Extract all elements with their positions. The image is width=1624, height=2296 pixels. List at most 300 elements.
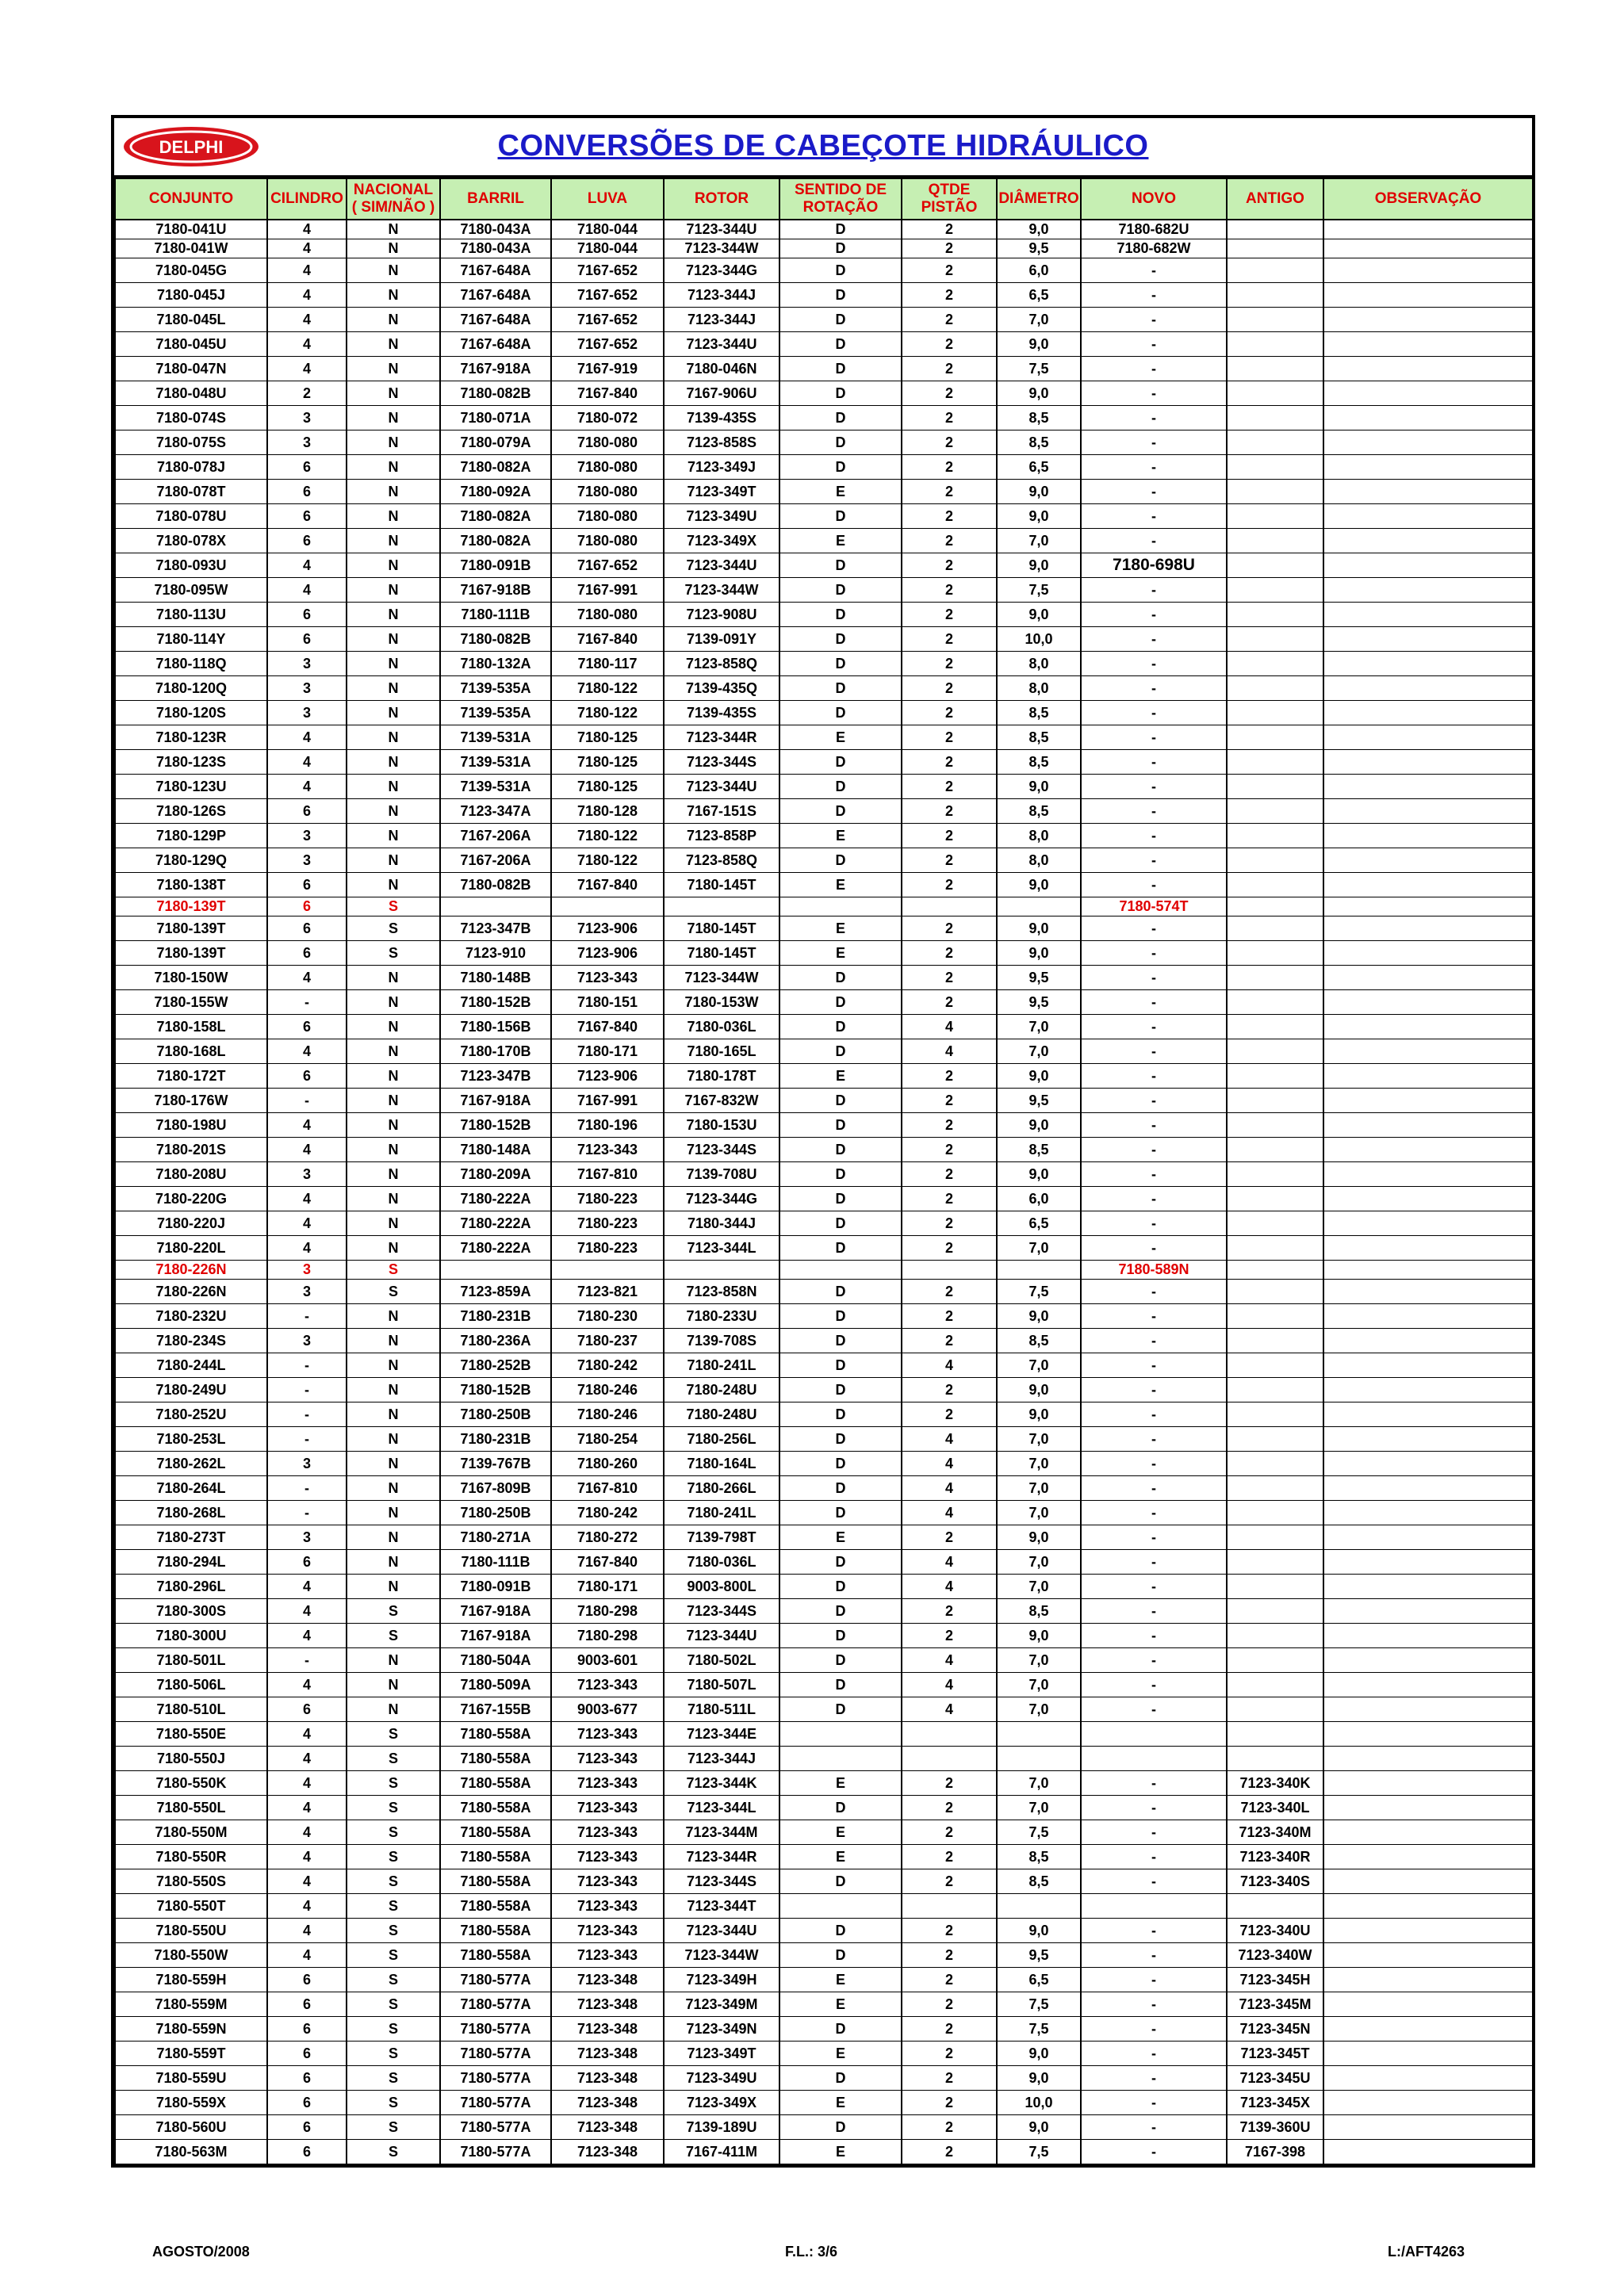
cell-observacao bbox=[1323, 701, 1533, 725]
cell-barril: 7180-156B bbox=[440, 1015, 551, 1039]
cell-luva: 7180-122 bbox=[551, 824, 664, 848]
cell-observacao bbox=[1323, 578, 1533, 603]
cell-sentido: D bbox=[779, 553, 902, 578]
cell-cilindro: 6 bbox=[267, 916, 347, 941]
cell-luva: 7167-840 bbox=[551, 381, 664, 406]
cell-observacao bbox=[1323, 1329, 1533, 1353]
cell-barril: 7180-577A bbox=[440, 2115, 551, 2140]
cell-diametro: 8,5 bbox=[997, 430, 1081, 455]
cell-qtde: 2 bbox=[902, 1796, 997, 1820]
cell-antigo bbox=[1227, 1211, 1323, 1236]
cell-nacional: N bbox=[347, 1525, 440, 1550]
cell-rotor: 9003-800L bbox=[664, 1575, 779, 1599]
cell-qtde: 2 bbox=[902, 1187, 997, 1211]
cell-nacional: N bbox=[347, 308, 440, 332]
cell-diametro: 10,0 bbox=[997, 627, 1081, 652]
cell-conjunto: 7180-201S bbox=[115, 1138, 267, 1162]
cell-diametro: 9,0 bbox=[997, 1113, 1081, 1138]
cell-diametro: 9,5 bbox=[997, 239, 1081, 258]
cell-sentido: D bbox=[779, 1550, 902, 1575]
cell-observacao bbox=[1323, 1747, 1533, 1771]
cell-conjunto: 7180-559H bbox=[115, 1968, 267, 1992]
cell-nacional: N bbox=[347, 357, 440, 381]
cell-cilindro: - bbox=[267, 1304, 347, 1329]
cell-rotor: 7123-908U bbox=[664, 603, 779, 627]
cell-rotor: 7180-241L bbox=[664, 1501, 779, 1525]
cell-antigo bbox=[1227, 848, 1323, 873]
cell-barril: 7139-531A bbox=[440, 750, 551, 775]
cell-novo: 7180-574T bbox=[1081, 897, 1227, 916]
cell-luva: 7180-171 bbox=[551, 1039, 664, 1064]
cell-observacao bbox=[1323, 1187, 1533, 1211]
cell-rotor: 7180-036L bbox=[664, 1015, 779, 1039]
cell-diametro: 7,0 bbox=[997, 1501, 1081, 1525]
cell-observacao bbox=[1323, 1525, 1533, 1550]
cell-cilindro: 6 bbox=[267, 2017, 347, 2042]
cell-luva: 7167-652 bbox=[551, 332, 664, 357]
cell-observacao bbox=[1323, 1575, 1533, 1599]
cell-antigo bbox=[1227, 258, 1323, 283]
cell-novo: - bbox=[1081, 1476, 1227, 1501]
cell-diametro: 9,0 bbox=[997, 775, 1081, 799]
cell-antigo bbox=[1227, 1353, 1323, 1378]
table-row bbox=[115, 1187, 1533, 1211]
cell-conjunto: 7180-252U bbox=[115, 1402, 267, 1427]
cell-antigo bbox=[1227, 430, 1323, 455]
cell-observacao bbox=[1323, 1452, 1533, 1476]
cell-rotor: 7123-344U bbox=[664, 553, 779, 578]
cell-rotor: 7123-349U bbox=[664, 2066, 779, 2091]
cell-antigo bbox=[1227, 1697, 1323, 1722]
cell-rotor: 7123-344W bbox=[664, 578, 779, 603]
cell-qtde: 2 bbox=[902, 258, 997, 283]
cell-cilindro: 4 bbox=[267, 750, 347, 775]
cell-novo: - bbox=[1081, 2042, 1227, 2066]
cell-luva: 7123-348 bbox=[551, 2066, 664, 2091]
cell-barril: 7139-767B bbox=[440, 1452, 551, 1476]
cell-antigo bbox=[1227, 603, 1323, 627]
cell-cilindro: 4 bbox=[267, 1820, 347, 1845]
cell-cilindro: 4 bbox=[267, 1236, 347, 1261]
cell-rotor: 7180-145T bbox=[664, 873, 779, 897]
cell-nacional: S bbox=[347, 941, 440, 966]
cell-barril: 7167-918A bbox=[440, 1599, 551, 1624]
cell-qtde: 2 bbox=[902, 1113, 997, 1138]
cell-observacao bbox=[1323, 2091, 1533, 2115]
cell-luva bbox=[551, 1261, 664, 1280]
cell-conjunto: 7180-550J bbox=[115, 1747, 267, 1771]
cell-qtde: 4 bbox=[902, 1575, 997, 1599]
cell-antigo: 7123-340M bbox=[1227, 1820, 1323, 1845]
cell-diametro: 9,0 bbox=[997, 504, 1081, 529]
cell-qtde: 2 bbox=[902, 430, 997, 455]
cell-sentido: D bbox=[779, 504, 902, 529]
cell-luva bbox=[551, 897, 664, 916]
cell-rotor: 7123-344K bbox=[664, 1771, 779, 1796]
cell-antigo bbox=[1227, 750, 1323, 775]
cell-cilindro: 6 bbox=[267, 1992, 347, 2017]
cell-rotor: 7139-435S bbox=[664, 701, 779, 725]
cell-nacional: N bbox=[347, 1162, 440, 1187]
cell-cilindro: 3 bbox=[267, 676, 347, 701]
cell-sentido: E bbox=[779, 916, 902, 941]
cell-diametro: 7,0 bbox=[997, 1039, 1081, 1064]
cell-antigo bbox=[1227, 916, 1323, 941]
cell-sentido: D bbox=[779, 627, 902, 652]
cell-luva: 7180-298 bbox=[551, 1624, 664, 1648]
cell-antigo bbox=[1227, 381, 1323, 406]
cell-barril: 7180-558A bbox=[440, 1747, 551, 1771]
cell-rotor: 7180-145T bbox=[664, 941, 779, 966]
cell-cilindro: 6 bbox=[267, 627, 347, 652]
cell-barril: 7123-347A bbox=[440, 799, 551, 824]
cell-conjunto: 7180-139T bbox=[115, 941, 267, 966]
cell-luva: 7123-343 bbox=[551, 1673, 664, 1697]
cell-rotor: 7180-178T bbox=[664, 1064, 779, 1089]
cell-qtde bbox=[902, 1747, 997, 1771]
cell-observacao bbox=[1323, 480, 1533, 504]
cell-conjunto: 7180-550M bbox=[115, 1820, 267, 1845]
table-row bbox=[115, 239, 1533, 258]
cell-qtde bbox=[902, 1722, 997, 1747]
cell-luva: 7123-348 bbox=[551, 2115, 664, 2140]
cell-rotor: 7123-344S bbox=[664, 1138, 779, 1162]
cell-diametro: 9,0 bbox=[997, 1919, 1081, 1943]
cell-antigo: 7123-340U bbox=[1227, 1919, 1323, 1943]
cell-luva: 7180-122 bbox=[551, 848, 664, 873]
cell-observacao bbox=[1323, 1992, 1533, 2017]
cell-novo: - bbox=[1081, 1575, 1227, 1599]
cell-antigo bbox=[1227, 775, 1323, 799]
cell-observacao bbox=[1323, 1919, 1533, 1943]
cell-luva: 7180-242 bbox=[551, 1501, 664, 1525]
table-row bbox=[115, 332, 1533, 357]
cell-qtde: 2 bbox=[902, 1329, 997, 1353]
cell-observacao bbox=[1323, 897, 1533, 916]
cell-conjunto: 7180-045L bbox=[115, 308, 267, 332]
cell-novo: - bbox=[1081, 1648, 1227, 1673]
cell-antigo bbox=[1227, 283, 1323, 308]
cell-conjunto: 7180-550L bbox=[115, 1796, 267, 1820]
cell-sentido: D bbox=[779, 1039, 902, 1064]
cell-luva: 7180-125 bbox=[551, 725, 664, 750]
cell-antigo: 7123-345N bbox=[1227, 2017, 1323, 2042]
cell-diametro: 8,5 bbox=[997, 1599, 1081, 1624]
cell-novo: - bbox=[1081, 941, 1227, 966]
cell-diametro: 9,0 bbox=[997, 1624, 1081, 1648]
cell-novo: - bbox=[1081, 799, 1227, 824]
cell-rotor: 7180-036L bbox=[664, 1550, 779, 1575]
cell-sentido: D bbox=[779, 430, 902, 455]
cell-antigo bbox=[1227, 701, 1323, 725]
cell-conjunto: 7180-296L bbox=[115, 1575, 267, 1599]
cell-barril: 7180-509A bbox=[440, 1673, 551, 1697]
cell-sentido: D bbox=[779, 676, 902, 701]
cell-cilindro: 6 bbox=[267, 2115, 347, 2140]
cell-observacao bbox=[1323, 2017, 1533, 2042]
cell-qtde: 2 bbox=[902, 1064, 997, 1089]
cell-sentido: E bbox=[779, 1968, 902, 1992]
cell-qtde: 2 bbox=[902, 578, 997, 603]
cell-sentido: D bbox=[779, 1113, 902, 1138]
cell-luva: 7180-237 bbox=[551, 1329, 664, 1353]
cell-sentido: E bbox=[779, 1820, 902, 1845]
cell-cilindro: 3 bbox=[267, 406, 347, 430]
cell-nacional: N bbox=[347, 990, 440, 1015]
column-header-luva: LUVA bbox=[551, 178, 664, 220]
page-title: CONVERSÕES DE CABEÇOTE HIDRÁULICO bbox=[497, 129, 1149, 163]
cell-diametro: 9,0 bbox=[997, 553, 1081, 578]
cell-conjunto: 7180-560U bbox=[115, 2115, 267, 2140]
cell-rotor: 7123-349X bbox=[664, 529, 779, 553]
cell-qtde: 2 bbox=[902, 381, 997, 406]
column-header-observacao: OBSERVAÇÃO bbox=[1323, 178, 1533, 220]
title-bar bbox=[114, 118, 1532, 178]
cell-cilindro: 6 bbox=[267, 941, 347, 966]
cell-rotor: 7180-145T bbox=[664, 916, 779, 941]
cell-conjunto: 7180-113U bbox=[115, 603, 267, 627]
cell-sentido: D bbox=[779, 2115, 902, 2140]
table-row bbox=[115, 529, 1533, 553]
column-header-sentido: SENTIDO DE ROTAÇÃO bbox=[779, 178, 902, 220]
cell-cilindro: 3 bbox=[267, 1452, 347, 1476]
cell-antigo bbox=[1227, 1747, 1323, 1771]
table-row bbox=[115, 848, 1533, 873]
cell-qtde: 2 bbox=[902, 775, 997, 799]
cell-diametro: 6,5 bbox=[997, 283, 1081, 308]
cell-luva: 7167-840 bbox=[551, 1015, 664, 1039]
cell-cilindro: 6 bbox=[267, 2140, 347, 2164]
cell-luva: 7167-810 bbox=[551, 1162, 664, 1187]
cell-cilindro: 4 bbox=[267, 775, 347, 799]
cell-rotor: 7123-344U bbox=[664, 1624, 779, 1648]
cell-antigo: 7139-360U bbox=[1227, 2115, 1323, 2140]
cell-cilindro: 6 bbox=[267, 799, 347, 824]
cell-rotor: 7180-344J bbox=[664, 1211, 779, 1236]
cell-cilindro: 6 bbox=[267, 504, 347, 529]
cell-diametro bbox=[997, 1261, 1081, 1280]
cell-observacao bbox=[1323, 381, 1533, 406]
cell-luva: 7180-223 bbox=[551, 1187, 664, 1211]
cell-sentido: D bbox=[779, 332, 902, 357]
cell-novo: - bbox=[1081, 1427, 1227, 1452]
cell-cilindro: 3 bbox=[267, 848, 347, 873]
cell-qtde: 4 bbox=[902, 1353, 997, 1378]
cell-cilindro: 4 bbox=[267, 1039, 347, 1064]
cell-barril: 7180-250B bbox=[440, 1501, 551, 1525]
cell-antigo: 7123-340W bbox=[1227, 1943, 1323, 1968]
cell-novo: - bbox=[1081, 2091, 1227, 2115]
cell-sentido: D bbox=[779, 258, 902, 283]
cell-rotor: 7123-344M bbox=[664, 1820, 779, 1845]
cell-rotor bbox=[664, 1261, 779, 1280]
cell-diametro: 7,0 bbox=[997, 1771, 1081, 1796]
cell-sentido: D bbox=[779, 1624, 902, 1648]
cell-rotor: 7180-153U bbox=[664, 1113, 779, 1138]
cell-diametro: 7,5 bbox=[997, 1820, 1081, 1845]
cell-novo: - bbox=[1081, 990, 1227, 1015]
cell-observacao bbox=[1323, 1722, 1533, 1747]
cell-conjunto: 7180-075S bbox=[115, 430, 267, 455]
cell-qtde: 2 bbox=[902, 480, 997, 504]
cell-novo: - bbox=[1081, 775, 1227, 799]
cell-barril: 7180-222A bbox=[440, 1187, 551, 1211]
cell-barril: 7167-206A bbox=[440, 824, 551, 848]
cell-nacional: N bbox=[347, 258, 440, 283]
cell-diametro: 9,0 bbox=[997, 1162, 1081, 1187]
cell-nacional: N bbox=[347, 332, 440, 357]
table-row bbox=[115, 603, 1533, 627]
cell-diametro: 7,0 bbox=[997, 1550, 1081, 1575]
cell-barril: 7180-091B bbox=[440, 553, 551, 578]
cell-antigo bbox=[1227, 1329, 1323, 1353]
cell-conjunto: 7180-559X bbox=[115, 2091, 267, 2115]
cell-sentido: D bbox=[779, 1919, 902, 1943]
cell-barril: 7180-558A bbox=[440, 1894, 551, 1919]
cell-nacional: S bbox=[347, 2066, 440, 2091]
cell-cilindro: 4 bbox=[267, 966, 347, 990]
cell-sentido: E bbox=[779, 725, 902, 750]
cell-novo: - bbox=[1081, 1599, 1227, 1624]
cell-nacional: S bbox=[347, 1771, 440, 1796]
cell-sentido: D bbox=[779, 1427, 902, 1452]
table-row bbox=[115, 2042, 1533, 2066]
cell-rotor: 7167-832W bbox=[664, 1089, 779, 1113]
cell-luva: 7123-348 bbox=[551, 1992, 664, 2017]
cell-qtde: 2 bbox=[902, 676, 997, 701]
cell-cilindro: 6 bbox=[267, 1064, 347, 1089]
cell-rotor: 7123-344W bbox=[664, 966, 779, 990]
cell-nacional: S bbox=[347, 1796, 440, 1820]
table-row bbox=[115, 966, 1533, 990]
cell-barril: 7123-347B bbox=[440, 1064, 551, 1089]
cell-observacao bbox=[1323, 1280, 1533, 1304]
cell-cilindro: 4 bbox=[267, 1722, 347, 1747]
cell-rotor: 7139-091Y bbox=[664, 627, 779, 652]
cell-sentido: D bbox=[779, 1796, 902, 1820]
cell-diametro: 7,0 bbox=[997, 1236, 1081, 1261]
cell-rotor: 7123-349U bbox=[664, 504, 779, 529]
cell-conjunto: 7180-273T bbox=[115, 1525, 267, 1550]
cell-luva: 7180-044 bbox=[551, 220, 664, 239]
cell-sentido: D bbox=[779, 652, 902, 676]
cell-qtde: 2 bbox=[902, 966, 997, 990]
cell-cilindro: - bbox=[267, 1353, 347, 1378]
table-row bbox=[115, 2140, 1533, 2164]
cell-cilindro: 4 bbox=[267, 283, 347, 308]
cell-conjunto: 7180-550K bbox=[115, 1771, 267, 1796]
cell-nacional: N bbox=[347, 676, 440, 701]
cell-qtde: 4 bbox=[902, 1673, 997, 1697]
cell-cilindro: 4 bbox=[267, 1673, 347, 1697]
cell-barril: 7180-091B bbox=[440, 1575, 551, 1599]
cell-rotor: 7180-241L bbox=[664, 1353, 779, 1378]
cell-nacional: N bbox=[347, 1236, 440, 1261]
cell-conjunto: 7180-150W bbox=[115, 966, 267, 990]
cell-rotor: 7123-344J bbox=[664, 1747, 779, 1771]
cell-cilindro: - bbox=[267, 1476, 347, 1501]
cell-antigo: 7123-340S bbox=[1227, 1869, 1323, 1894]
cell-observacao bbox=[1323, 990, 1533, 1015]
cell-novo: - bbox=[1081, 1992, 1227, 2017]
cell-rotor: 7123-349M bbox=[664, 1992, 779, 2017]
cell-luva: 7180-242 bbox=[551, 1353, 664, 1378]
cell-observacao bbox=[1323, 873, 1533, 897]
table-row bbox=[115, 220, 1533, 239]
cell-rotor: 7123-344L bbox=[664, 1236, 779, 1261]
cell-barril: 7180-577A bbox=[440, 2091, 551, 2115]
cell-luva: 7123-343 bbox=[551, 1943, 664, 1968]
cell-barril: 7167-918A bbox=[440, 357, 551, 381]
cell-luva: 7180-196 bbox=[551, 1113, 664, 1138]
column-header-diametro: DIÂMETRO bbox=[997, 178, 1081, 220]
cell-novo: - bbox=[1081, 1015, 1227, 1039]
cell-observacao bbox=[1323, 529, 1533, 553]
cell-cilindro: - bbox=[267, 1501, 347, 1525]
cell-barril: 7180-558A bbox=[440, 1919, 551, 1943]
table-row bbox=[115, 2017, 1533, 2042]
cell-luva: 7123-343 bbox=[551, 1845, 664, 1869]
cell-novo: - bbox=[1081, 308, 1227, 332]
cell-cilindro: 3 bbox=[267, 824, 347, 848]
cell-nacional: S bbox=[347, 1280, 440, 1304]
cell-sentido: D bbox=[779, 1943, 902, 1968]
cell-antigo bbox=[1227, 676, 1323, 701]
cell-barril: 7180-577A bbox=[440, 2066, 551, 2091]
cell-observacao bbox=[1323, 2140, 1533, 2164]
cell-rotor: 7123-349J bbox=[664, 455, 779, 480]
cell-cilindro: 6 bbox=[267, 873, 347, 897]
cell-rotor: 7123-349T bbox=[664, 480, 779, 504]
cell-observacao bbox=[1323, 1624, 1533, 1648]
cell-cilindro: - bbox=[267, 1402, 347, 1427]
cell-barril: 7180-558A bbox=[440, 1869, 551, 1894]
cell-barril: 7180-271A bbox=[440, 1525, 551, 1550]
cell-cilindro: 4 bbox=[267, 239, 347, 258]
cell-antigo: 7123-345X bbox=[1227, 2091, 1323, 2115]
cell-observacao bbox=[1323, 824, 1533, 848]
cell-diametro: 7,0 bbox=[997, 308, 1081, 332]
cell-qtde: 2 bbox=[902, 1845, 997, 1869]
cell-antigo bbox=[1227, 504, 1323, 529]
cell-observacao bbox=[1323, 676, 1533, 701]
cell-nacional: N bbox=[347, 455, 440, 480]
cell-diametro: 8,0 bbox=[997, 848, 1081, 873]
table-row bbox=[115, 1722, 1533, 1747]
cell-rotor: 7180-511L bbox=[664, 1697, 779, 1722]
cell-observacao bbox=[1323, 1476, 1533, 1501]
cell-qtde: 2 bbox=[902, 283, 997, 308]
cell-conjunto: 7180-244L bbox=[115, 1353, 267, 1378]
cell-rotor: 7139-708S bbox=[664, 1329, 779, 1353]
cell-conjunto: 7180-118Q bbox=[115, 652, 267, 676]
cell-sentido: D bbox=[779, 1015, 902, 1039]
cell-sentido: D bbox=[779, 603, 902, 627]
cell-qtde: 2 bbox=[902, 941, 997, 966]
cell-nacional: S bbox=[347, 1894, 440, 1919]
cell-conjunto: 7180-300S bbox=[115, 1599, 267, 1624]
cell-rotor: 7123-344G bbox=[664, 258, 779, 283]
cell-luva: 7180-080 bbox=[551, 603, 664, 627]
cell-cilindro: 6 bbox=[267, 2066, 347, 2091]
cell-qtde: 2 bbox=[902, 1211, 997, 1236]
cell-antigo bbox=[1227, 1452, 1323, 1476]
table-row bbox=[115, 1211, 1533, 1236]
table-row bbox=[115, 1771, 1533, 1796]
cell-novo: - bbox=[1081, 430, 1227, 455]
cell-barril: 7167-206A bbox=[440, 848, 551, 873]
cell-cilindro: 6 bbox=[267, 1015, 347, 1039]
